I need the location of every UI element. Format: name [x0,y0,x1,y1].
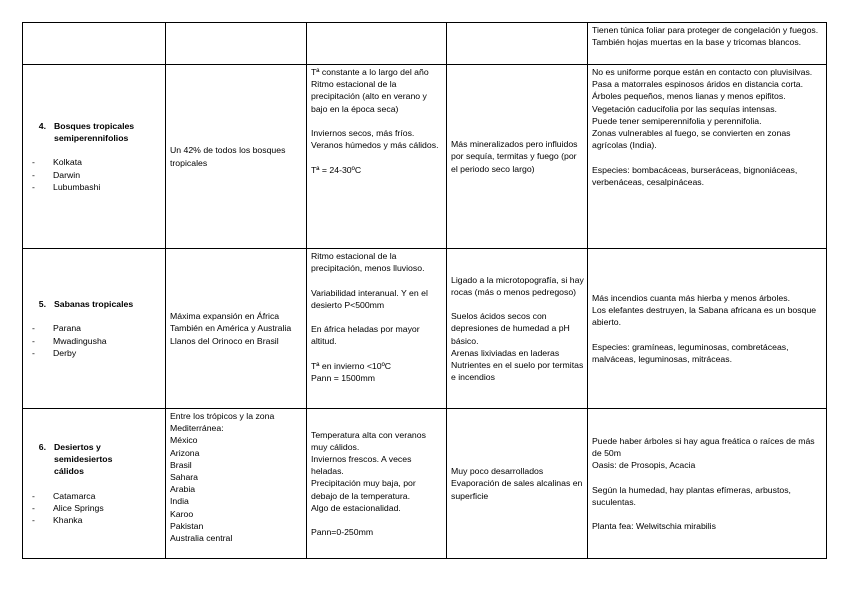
climate-text: Temperatura alta con veranos muy cálidos. [311,429,429,452]
climate-cell [307,65,447,249]
soils-text: Suelos ácidos secos con depresiones de humedad a pH básico. [451,311,573,346]
vegetation-text: Zonas vulnerables al fuego, se convierten en zonas agrícolas (India). [592,128,793,151]
example-location: - Mwadingusha [32,335,107,346]
distribution-cell [166,65,307,249]
vegetation-text: Según la humedad, hay plantas efímeras, arbustos, suculentas. [592,484,794,507]
distribution-text: Entre los trópicos y la zona Mediterránea: [170,411,277,434]
vegetation-cell [588,23,827,65]
soils-cell [447,409,588,559]
biome-name-cell [23,23,166,65]
vegetation-text: Especies: gramíneas, leguminosas, combretáceas, malváceas, leguminosas, mitráceas. [592,341,791,364]
example-location: - Lubumbashi [32,181,101,192]
biome-heading [27,441,162,478]
distribution-text: También en América y Australia [170,323,292,334]
table-row [23,23,827,65]
soils-text: Más mineralizados pero influidos por sequía, termitas y fuego (por el periodo seco largo) [451,139,580,174]
biome-number: 5. [38,299,46,309]
biome-title-line: Desiertos y [54,441,101,452]
climate-text: Tª = 24-30ºC [311,164,362,175]
biome-title-line: semidesiertos [54,454,113,464]
distribution-text: México [170,435,198,446]
climate-text: Precipitación muy baja, por debajo de la temperatura. [311,478,419,501]
distribution-text: Llanos del Orinoco en Brasil [170,335,279,346]
vegetation-text: Puede tener semiperennifolia y perennifolia. [592,115,762,126]
biome-name-cell [23,409,166,559]
distribution-text: Máxima expansión en África [170,311,280,322]
distribution-cell [166,23,307,65]
biome-name-cell [23,65,166,249]
climate-text: Inviernos secos, más fríos. [311,128,415,138]
biome-title-line: Bosques tropicales [54,120,135,131]
climate-cell [307,23,447,65]
table-row [23,65,827,249]
biome-title-line: Sabanas tropicales [54,299,134,309]
vegetation-text: Oasis: de Prosopis, Acacia [592,460,696,471]
climate-text: Variabilidad interanual. Y en el desierto P<500mm [311,287,431,310]
distribution-cell [166,409,307,559]
biome-number: 4. [38,120,46,131]
biome-heading [27,120,162,144]
biome-title-line: cálidos [54,466,84,477]
biome-heading [27,298,162,310]
soils-cell [447,249,588,409]
distribution-text: Karoo [170,508,194,519]
vegetation-cell [588,249,827,409]
climate-cell [307,409,447,559]
climate-text: Ritmo estacional de la precipitación (alto en verano y bajo en la época seca) [311,79,430,114]
climate-text: Veranos húmedos y más cálidos. [311,140,439,151]
distribution-text: Un 42% de todos los bosques tropicales [170,145,288,168]
biome-title-line: semiperennifolios [54,133,129,144]
soils-text: Nutrientes en el suelo por termitas e incendios [451,360,586,383]
vegetation-text: Tienen túnica foliar para proteger de congelación y fuegos. También hojas muertas en la base y tricomas blancos. [592,25,821,48]
climate-text: Tª en invierno <10ºC [311,360,392,371]
distribution-cell [166,249,307,409]
soils-text: Evaporación de sales alcalinas en superficie [451,478,585,501]
soils-text: Arenas lixiviadas en laderas [451,347,560,358]
example-location: - Khanka [32,515,83,525]
distribution-text: India [170,496,189,507]
example-location: - Darwin [32,169,81,180]
example-location: - Kolkata [32,157,82,168]
vegetation-cell [588,409,827,559]
table-row [23,249,827,409]
table-row [23,409,827,559]
climate-text: Inviernos frescos. A veces heladas. [311,454,414,477]
climate-text: Pann = 1500mm [311,372,375,383]
climate-text: Algo de estacionalidad. [311,502,401,513]
soils-cell [447,23,588,65]
example-location: - Catamarca [32,490,96,501]
example-location: - Alice Springs [32,502,104,513]
climate-text: Ritmo estacional de la precipitación, menos lluvioso. [311,251,425,274]
vegetation-text: Puede haber árboles si hay agua freática o raíces de más de 50m [592,435,818,458]
climate-text: Tª constante a lo largo del año [311,67,429,77]
distribution-text: Pakistan [170,520,204,531]
distribution-text: Arabia [170,484,196,495]
climate-text: En áfrica heladas por mayor altitud. [311,324,423,347]
vegetation-text: Especies: bombacáceas, burseráceas, bignoniáceas, verbenáceas, cesalpináceas. [592,164,800,187]
biome-number: 6. [38,441,46,452]
distribution-text: Sahara [170,472,199,483]
soils-cell [447,65,588,249]
biome-name-cell [23,249,166,409]
vegetation-cell [588,65,827,249]
distribution-text: Arizona [170,447,200,458]
biome-table [22,22,827,559]
example-location: - Parana [32,323,82,334]
distribution-text: Australia central [170,533,233,544]
climate-text: Pann=0-250mm [311,527,374,538]
vegetation-text: Vegetación caducifolia por las sequías intensas. [592,103,777,114]
vegetation-text: Planta fea: Welwitschia mirabilis [592,521,716,532]
climate-cell [307,249,447,409]
vegetation-text: Árboles pequeños, menos lianas y menos epifitos. [592,91,786,102]
distribution-text: Brasil [170,459,192,470]
soils-text: Muy poco desarrollados [451,466,544,477]
soils-text: Ligado a la microtopografía, si hay rocas (más o menos pedregoso) [451,274,587,297]
vegetation-text: No es uniforme porque están en contacto con pluvisilvas. Pasa a matorrales espinosos áridos en distancia corta. [592,67,815,90]
vegetation-text: Los elefantes destruyen, la Sabana africana es un bosque abierto. [592,305,819,328]
vegetation-text: Más incendios cuanta más hierba y menos árboles. [592,292,790,303]
example-location: - Derby [32,347,77,358]
